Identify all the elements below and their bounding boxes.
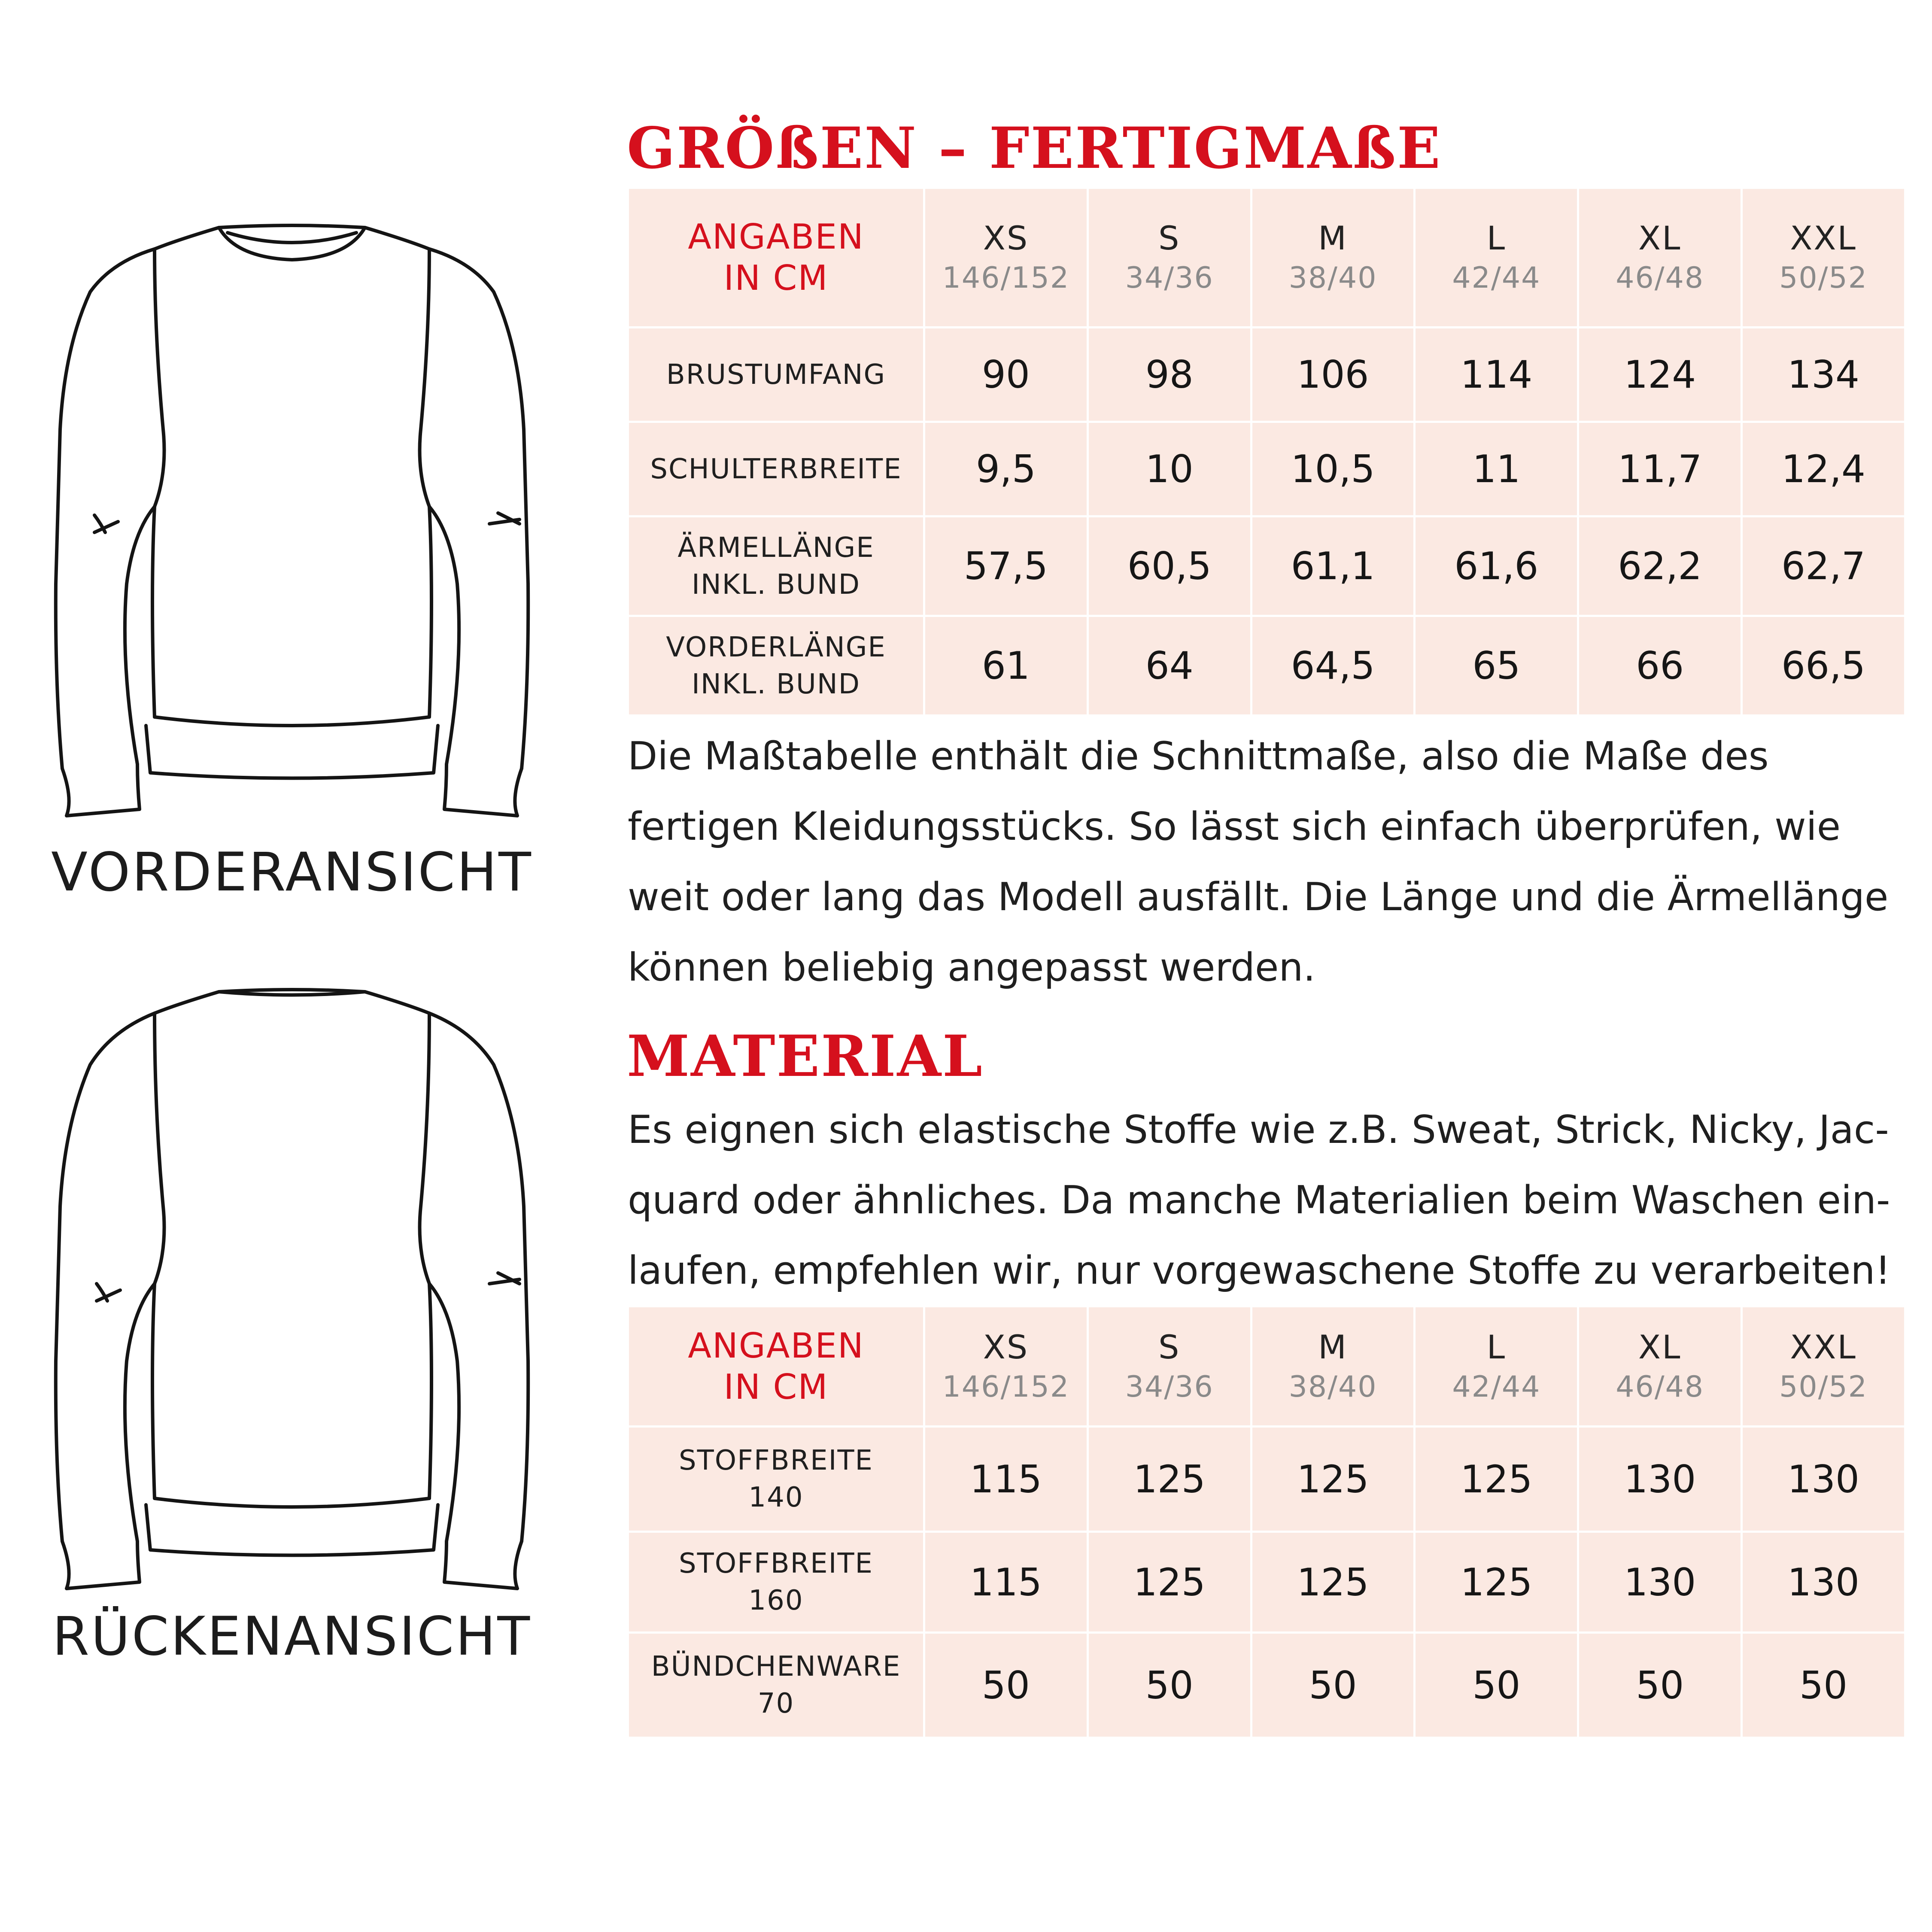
row-label: STOFFBREITE 160 xyxy=(628,1532,924,1633)
material-table xyxy=(627,1305,1906,1739)
table-cell: 66,5 xyxy=(1742,616,1905,716)
table-cell: 61 xyxy=(924,616,1088,716)
size-header: L 42/44 xyxy=(1415,188,1578,328)
table-cell: 61,1 xyxy=(1251,516,1415,616)
size-header: S 34/36 xyxy=(1088,1306,1251,1427)
size-header: M 38/40 xyxy=(1251,188,1415,328)
table-cell: 134 xyxy=(1742,328,1905,422)
row-label: ÄRMELLÄNGE INKL. BUND xyxy=(628,516,924,616)
table-cell: 50 xyxy=(1578,1633,1742,1738)
size-header: XXL 50/52 xyxy=(1742,1306,1905,1427)
table-cell: 65 xyxy=(1415,616,1578,716)
material-description xyxy=(628,1095,1916,1306)
sizes-table-header xyxy=(628,188,1905,328)
table-row xyxy=(628,1633,1905,1738)
table-cell: 98 xyxy=(1088,328,1251,422)
text-line: laufen, empfehlen wir, nur vorgewaschene Stoffe zu verarbeiten! xyxy=(628,1248,1891,1293)
table-row xyxy=(628,616,1905,716)
table-cell: 66 xyxy=(1578,616,1742,716)
table-cell: 64 xyxy=(1088,616,1251,716)
text-line: Die Maßtabelle enthält die Schnittmaße, also die Maße des xyxy=(628,734,1769,779)
table-cell: 50 xyxy=(924,1633,1088,1738)
units-header: ANGABEN IN CM xyxy=(628,1306,924,1427)
row-label: BRUSTUMFANG xyxy=(628,328,924,422)
sizes-heading: GRÖßEN – FERTIGMAßE xyxy=(627,115,1442,182)
back-view-caption: RÜCKENANSICHT xyxy=(52,1606,532,1668)
size-header: L 42/44 xyxy=(1415,1306,1578,1427)
table-cell: 12,4 xyxy=(1742,422,1905,516)
text-line: fertigen Kleidungsstücks. So lässt sich einfach überprüfen, wie xyxy=(628,804,1841,849)
table-cell: 125 xyxy=(1251,1532,1415,1633)
table-cell: 61,6 xyxy=(1415,516,1578,616)
row-label: SCHULTERBREITE xyxy=(628,422,924,516)
table-cell: 50 xyxy=(1251,1633,1415,1738)
table-cell: 125 xyxy=(1088,1427,1251,1532)
table-cell: 114 xyxy=(1415,328,1578,422)
units-header: ANGABEN IN CM xyxy=(628,188,924,328)
table-cell: 10 xyxy=(1088,422,1251,516)
size-header: XS 146/152 xyxy=(924,1306,1088,1427)
sizes-description xyxy=(628,721,1916,1003)
material-table-header xyxy=(628,1306,1905,1427)
table-cell: 50 xyxy=(1415,1633,1578,1738)
table-cell: 11 xyxy=(1415,422,1578,516)
table-cell: 9,5 xyxy=(924,422,1088,516)
row-label: VORDERLÄNGE INKL. BUND xyxy=(628,616,924,716)
table-cell: 125 xyxy=(1251,1427,1415,1532)
table-cell: 10,5 xyxy=(1251,422,1415,516)
table-cell: 60,5 xyxy=(1088,516,1251,616)
table-row xyxy=(628,328,1905,422)
table-cell: 57,5 xyxy=(924,516,1088,616)
size-header: S 34/36 xyxy=(1088,188,1251,328)
front-view-caption: VORDERANSICHT xyxy=(51,841,533,903)
table-cell: 90 xyxy=(924,328,1088,422)
size-header: XL 46/48 xyxy=(1578,188,1742,328)
table-row xyxy=(628,422,1905,516)
table-cell: 125 xyxy=(1415,1532,1578,1633)
size-header: XS 146/152 xyxy=(924,188,1088,328)
table-cell: 115 xyxy=(924,1427,1088,1532)
text-line: quard oder ähnliches. Da manche Materialien beim Waschen ein- xyxy=(628,1178,1890,1223)
size-header: M 38/40 xyxy=(1251,1306,1415,1427)
sweater-front-illustration xyxy=(26,206,584,829)
table-cell: 50 xyxy=(1742,1633,1905,1738)
text-line: können beliebig angepasst werden. xyxy=(628,945,1316,990)
table-cell: 64,5 xyxy=(1251,616,1415,716)
table-cell: 11,7 xyxy=(1578,422,1742,516)
sizes-table xyxy=(627,187,1906,717)
table-cell: 62,7 xyxy=(1742,516,1905,616)
table-cell: 130 xyxy=(1742,1427,1905,1532)
row-label: BÜNDCHENWARE 70 xyxy=(628,1633,924,1738)
row-label: STOFFBREITE 140 xyxy=(628,1427,924,1532)
table-cell: 124 xyxy=(1578,328,1742,422)
sweater-back-illustration xyxy=(26,983,584,1606)
size-header: XXL 50/52 xyxy=(1742,188,1905,328)
table-cell: 50 xyxy=(1088,1633,1251,1738)
table-cell: 130 xyxy=(1742,1532,1905,1633)
table-cell: 62,2 xyxy=(1578,516,1742,616)
size-header: XL 46/48 xyxy=(1578,1306,1742,1427)
table-cell: 130 xyxy=(1578,1427,1742,1532)
table-row xyxy=(628,516,1905,616)
text-line: Es eignen sich elastische Stoffe wie z.B. Sweat, Strick, Nicky, Jac- xyxy=(628,1107,1889,1152)
table-cell: 125 xyxy=(1088,1532,1251,1633)
table-row xyxy=(628,1532,1905,1633)
table-cell: 106 xyxy=(1251,328,1415,422)
table-row xyxy=(628,1427,1905,1532)
table-cell: 125 xyxy=(1415,1427,1578,1532)
table-cell: 115 xyxy=(924,1532,1088,1633)
table-cell: 130 xyxy=(1578,1532,1742,1633)
material-heading: MATERIAL xyxy=(627,1023,984,1090)
text-line: weit oder lang das Modell ausfällt. Die Länge und die Ärmellänge xyxy=(628,875,1889,920)
